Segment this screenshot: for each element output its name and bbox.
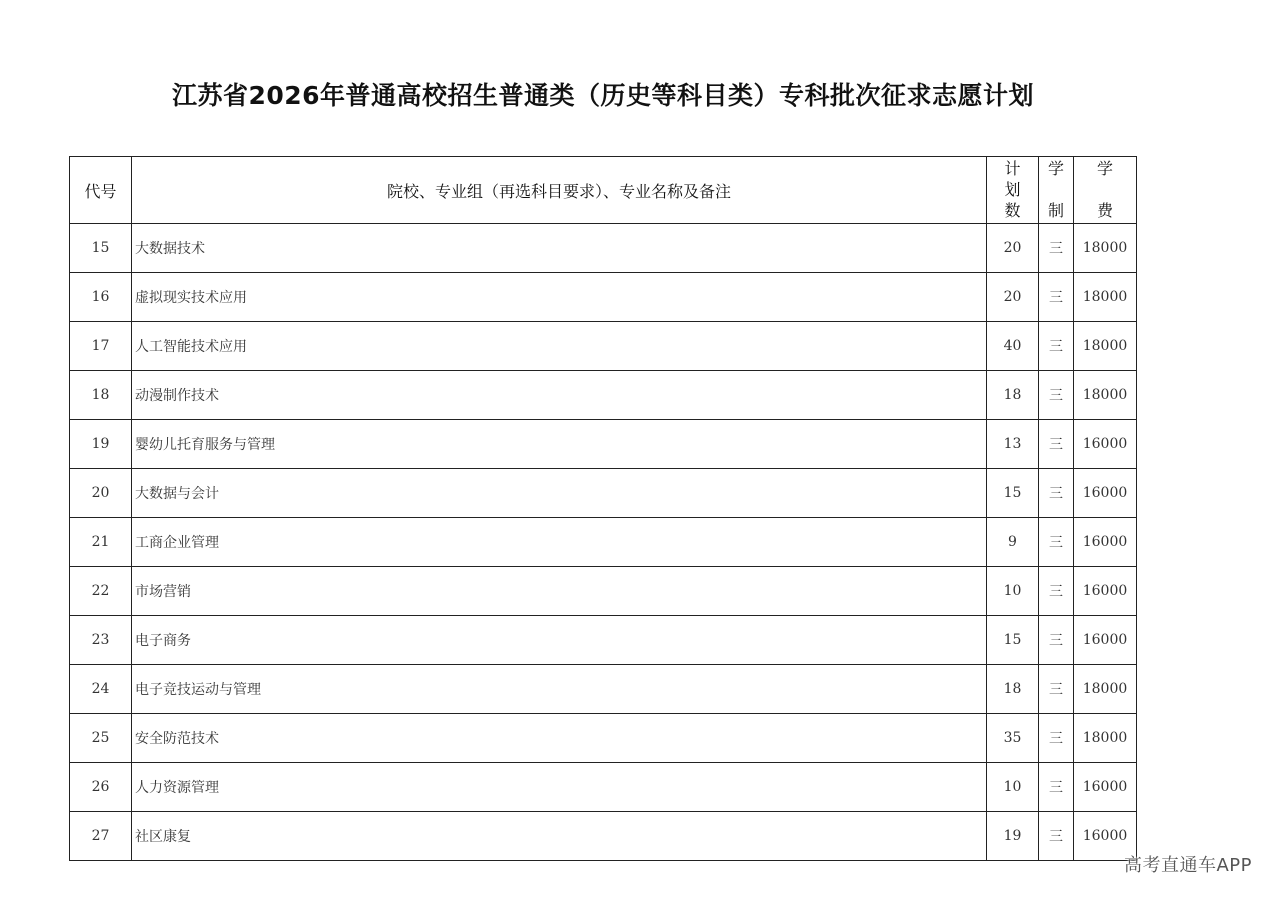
row-major-name: 大数据技术 — [132, 224, 987, 273]
row-duration: 三 — [1039, 469, 1074, 518]
row-plan: 10 — [987, 567, 1039, 616]
row-major-name: 虚拟现实技术应用 — [132, 273, 987, 322]
table-row — [70, 763, 1137, 812]
header-plan — [987, 157, 1039, 224]
header-fee — [1074, 157, 1137, 224]
row-plan: 15 — [987, 616, 1039, 665]
row-duration: 三 — [1039, 371, 1074, 420]
header-code: 代号 — [70, 157, 132, 224]
row-code: 24 — [70, 665, 132, 714]
row-fee: 18000 — [1074, 322, 1137, 371]
table-row — [70, 322, 1137, 371]
row-code: 22 — [70, 567, 132, 616]
header-duration — [1039, 157, 1074, 224]
row-duration: 三 — [1039, 714, 1074, 763]
header-plan-char: 划 — [1004, 180, 1021, 199]
row-fee: 18000 — [1074, 665, 1137, 714]
row-plan: 18 — [987, 371, 1039, 420]
row-plan: 40 — [987, 322, 1039, 371]
header-fee-char: 学 — [1096, 159, 1113, 178]
row-plan: 10 — [987, 763, 1039, 812]
row-code: 25 — [70, 714, 132, 763]
header-plan-char: 数 — [1004, 201, 1021, 220]
row-duration: 三 — [1039, 518, 1074, 567]
row-major-name: 动漫制作技术 — [132, 371, 987, 420]
row-fee: 18000 — [1074, 224, 1137, 273]
row-code: 23 — [70, 616, 132, 665]
row-major-name: 安全防范技术 — [132, 714, 987, 763]
row-major-name: 社区康复 — [132, 812, 987, 861]
row-fee: 16000 — [1074, 469, 1137, 518]
row-fee: 16000 — [1074, 518, 1137, 567]
row-duration: 三 — [1039, 763, 1074, 812]
table-row — [70, 812, 1137, 861]
row-plan: 13 — [987, 420, 1039, 469]
row-plan: 9 — [987, 518, 1039, 567]
row-code: 17 — [70, 322, 132, 371]
row-major-name: 大数据与会计 — [132, 469, 987, 518]
row-fee: 18000 — [1074, 371, 1137, 420]
table-header-row — [70, 157, 1137, 224]
row-major-name: 人力资源管理 — [132, 763, 987, 812]
row-plan: 35 — [987, 714, 1039, 763]
row-code: 15 — [70, 224, 132, 273]
row-code: 27 — [70, 812, 132, 861]
watermark: 高考直通车APP — [1123, 855, 1252, 876]
header-fee-char: 费 — [1096, 201, 1113, 220]
page-title: 江苏省2026年普通高校招生普通类（历史等科目类）专科批次征求志愿计划 — [171, 81, 1035, 110]
row-fee: 16000 — [1074, 420, 1137, 469]
row-fee: 16000 — [1074, 812, 1137, 861]
table-row — [70, 518, 1137, 567]
row-code: 26 — [70, 763, 132, 812]
row-major-name: 电子商务 — [132, 616, 987, 665]
table-row — [70, 469, 1137, 518]
row-duration: 三 — [1039, 616, 1074, 665]
row-fee: 16000 — [1074, 567, 1137, 616]
header-duration-char: 学 — [1047, 159, 1064, 178]
table-row — [70, 371, 1137, 420]
row-code: 16 — [70, 273, 132, 322]
row-fee: 18000 — [1074, 273, 1137, 322]
row-fee: 18000 — [1074, 714, 1137, 763]
row-plan: 20 — [987, 224, 1039, 273]
row-major-name: 人工智能技术应用 — [132, 322, 987, 371]
header-plan-char: 计 — [1004, 159, 1021, 178]
row-code: 20 — [70, 469, 132, 518]
table-row — [70, 714, 1137, 763]
row-code: 21 — [70, 518, 132, 567]
row-major-name: 电子竞技运动与管理 — [132, 665, 987, 714]
row-code: 18 — [70, 371, 132, 420]
row-plan: 15 — [987, 469, 1039, 518]
header-name: 院校、专业组（再选科目要求）、专业名称及备注 — [132, 157, 987, 224]
table-row — [70, 616, 1137, 665]
row-plan: 19 — [987, 812, 1039, 861]
row-major-name: 婴幼儿托育服务与管理 — [132, 420, 987, 469]
enrollment-plan-table — [69, 156, 1137, 861]
row-major-name: 市场营销 — [132, 567, 987, 616]
row-plan: 20 — [987, 273, 1039, 322]
table-row — [70, 665, 1137, 714]
table-row — [70, 273, 1137, 322]
row-plan: 18 — [987, 665, 1039, 714]
table-row — [70, 420, 1137, 469]
row-duration: 三 — [1039, 567, 1074, 616]
row-fee: 16000 — [1074, 763, 1137, 812]
header-duration-char: 制 — [1047, 201, 1064, 220]
row-fee: 16000 — [1074, 616, 1137, 665]
row-duration: 三 — [1039, 420, 1074, 469]
row-duration: 三 — [1039, 322, 1074, 371]
row-duration: 三 — [1039, 224, 1074, 273]
row-duration: 三 — [1039, 812, 1074, 861]
row-major-name: 工商企业管理 — [132, 518, 987, 567]
row-duration: 三 — [1039, 665, 1074, 714]
table-row — [70, 567, 1137, 616]
row-duration: 三 — [1039, 273, 1074, 322]
row-code: 19 — [70, 420, 132, 469]
table-row — [70, 224, 1137, 273]
